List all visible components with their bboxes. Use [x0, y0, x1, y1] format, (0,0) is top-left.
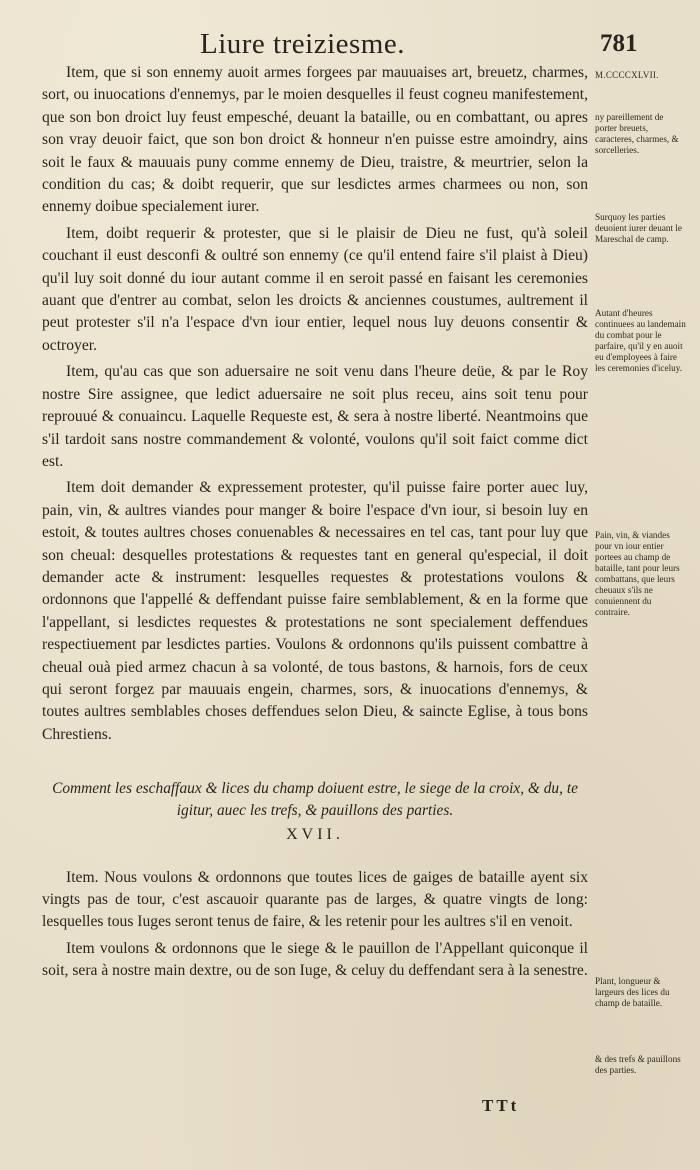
paragraph-5: Item. Nous voulons & ordonnons que toutes lices de gaiges de bataille ayent six vingts pas de tour, c'est ascauoir quarante pas de larges, & quatre vingts de long: lesquelles tous Iuges seront tenus de faire, & les retenir pour les aultres s'il en venoit. — [42, 868, 588, 931]
chapter-number: XVII. — [286, 826, 344, 844]
margin-note-6: & des trefs & pauillons des parties. — [595, 1054, 681, 1075]
page-number: 781 — [600, 30, 638, 57]
running-title: Liure treiziesme. — [200, 28, 405, 60]
chapter-heading: Comment les eschaffaux & lices du champ doiuent estre, le siege de la croix, & du, te igitur, auec les trefs, & pauillons des parties. — [52, 780, 578, 820]
paragraph-6: Item voulons & ordonnons que le siege & le pauillon de l'Appellant quiconque il soit, sera à nostre main dextre, ou de son Iuge, & celuy du deffendant sera à la senestre. — [42, 939, 588, 980]
paragraph-3: Item, qu'au cas que son aduersaire ne soit venu dans l'heure deüe, & par le Roy nostre Sire assignee, que ledict aduersaire ne soit plus receu, ains soit tenu pour reprouué & conuaincu. Laquelle Requeste est, & sera à nostre liberté. Neantmoins que s'il tardoit sans nostre commandement & volonté, voulons qu'il soit faict comme dict est. — [42, 363, 588, 470]
page-header — [0, 22, 700, 62]
margin-note-4: Pain, vin, & viandes pour vn iour entier portees au champ de bataille, tant pour leurs combattans, que leurs cheuaux s'ils ne conuiennent du contraire. — [595, 530, 680, 617]
margin-date: M.CCCCXLVII. — [595, 70, 659, 80]
margin-note-2: Surquoy les parties deuoient iurer deuant le Mareschal de camp. — [595, 212, 682, 244]
margin-note-3: Autant d'heures continuees au landemain du combat pour le parfaire, qu'il y en auoit eu d'employees à faire les ceremonies d'iceluy. — [595, 308, 686, 373]
paragraph-2: Item, doibt requerir & protester, que si le plaisir de Dieu ne fust, qu'à soleil couchant il eust desconfi & oultré son ennemy (ce qu'il entend faire s'il plaist à Dieu) qu'il luy soit donné du iour autant comme il en seroit passé en faisant les ceremonies auant que d'entrer au combat, selon les droicts & anciennes coustumes, aultrement il peut protester s'il n'a l'espace d'vn iour entier, lequel nous luy deuons consentir & octroyer. — [42, 224, 588, 354]
margin-note-1: ny pareillement de porter breuets, caracteres, charmes, & sorcelleries. — [595, 112, 679, 155]
paragraph-1: Item, que si son ennemy auoit armes forgees par mauuaises art, breuetz, charmes, sort, ou inuocations d'ennemys, par le moien desquelles il feust cogneu manifestement, que son bon droict luy feust empesché, deuant la bataille, ou en combattant, ou apres son vray deuoir faict, que son bon droict & honneur n'en puisse estre amoindry, ains soit le faux & mauuais puny comme ennemy de Dieu, traistre, & meurtrier, selon la condition du cas; & doibt requerir, que sur lesdictes armes charmees ou non, son ennemy doibue specialement iurer. — [42, 64, 588, 216]
margin-note-5: Plant, longueur & largeurs des lices du champ de bataille. — [595, 976, 670, 1008]
paragraph-4: Item doit demander & expressement protester, qu'il puisse faire porter auec luy, pain, vin, & aultres viandes pour manger & boire l'espace d'vn iour, si besoin luy en estoit, & toutes aultres choses conuenables & necessaires en tel cas, tant pour luy que son cheual: desquelles protestations & requestes tant en general qu'especial, il doit demander acte & instrument: lesquelles requestes & protestations voulons & ordonnons que l'appellé & deffendant puisse faire semblablement, & en la forme que l'appellant, si lesdictes requestes & protestations ne sont specialement deffendues respectiuement par lesdictes parties. Voulons & ordonnons qu'ils puissent combattre à cheual ouà pied armez chacun à sa volonté, de tous bastons, & harnois, fors de ceux qui seront forgez par mauuais engein, charmes, sors, & inuocations d'ennemys, & toutes aultres semblables choses deffendues selon Dieu, & saincte Eglise, à tous bons Chrestiens. — [42, 479, 588, 743]
signature-mark: TTt — [482, 1096, 520, 1115]
main-text — [42, 62, 588, 987]
